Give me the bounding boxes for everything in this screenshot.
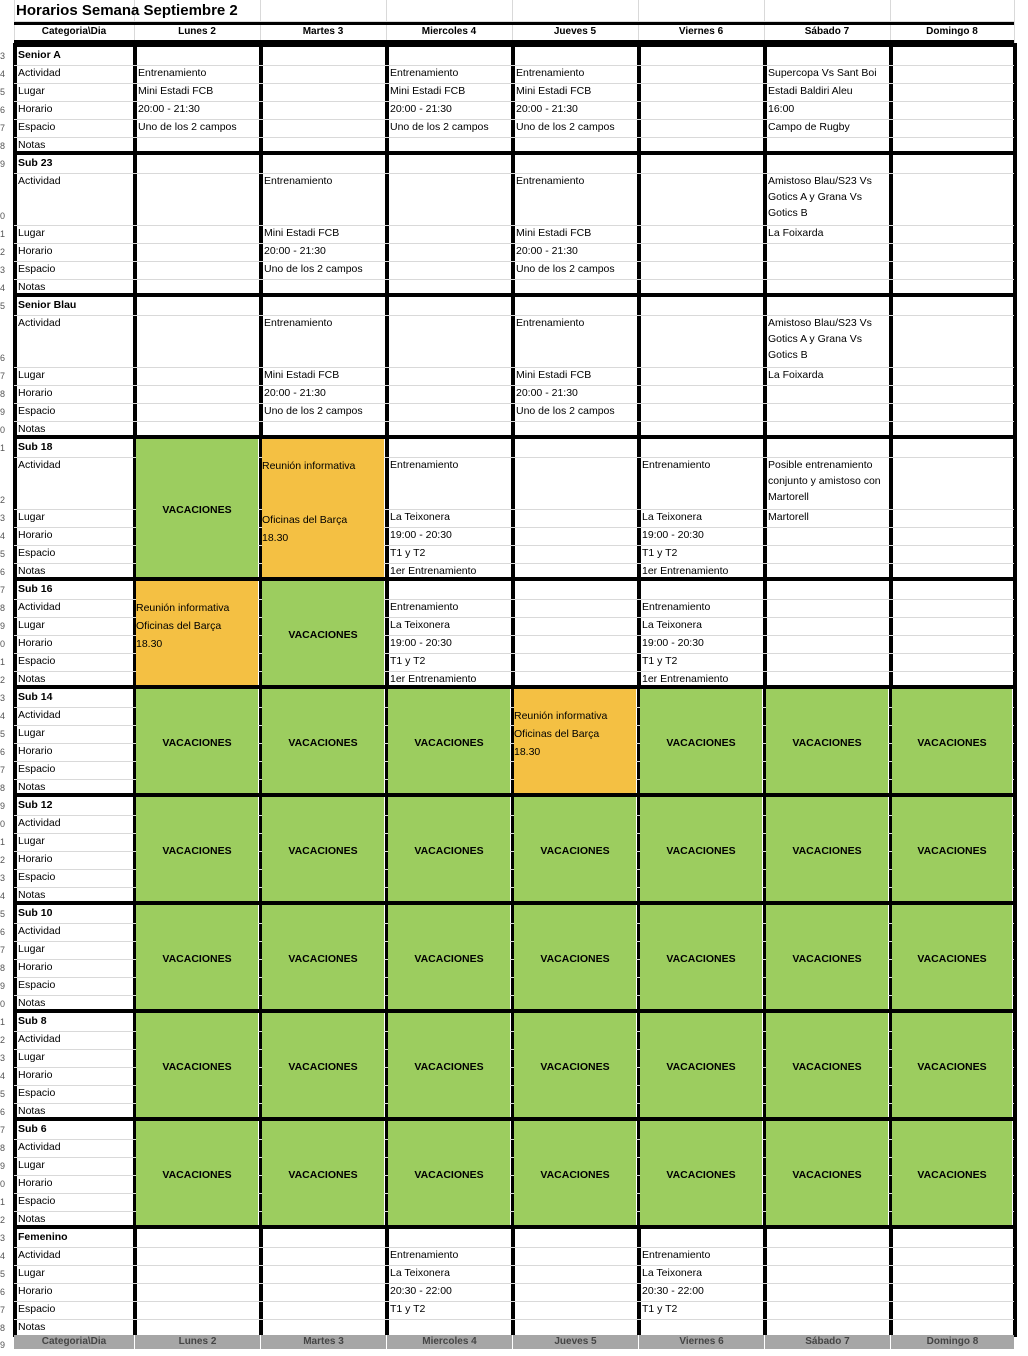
- meeting-line: 18.30: [136, 638, 163, 650]
- meeting-line: Reunión informativa: [262, 460, 356, 472]
- grid-row-line: [14, 137, 1014, 138]
- section-name: Senior A: [18, 49, 61, 61]
- field-label: Notas: [18, 889, 46, 901]
- schedule-cell-act[interactable]: Entrenamiento: [516, 175, 585, 187]
- row-number: 3: [0, 51, 6, 61]
- field-label: Espacio: [18, 1195, 56, 1207]
- schedule-cell-espacio[interactable]: Uno de los 2 campos: [516, 405, 615, 417]
- schedule-cell-horario[interactable]: 19:00 - 20:30: [642, 529, 704, 541]
- row-number: 1: [0, 837, 6, 847]
- header-day[interactable]: Sábado 7: [804, 26, 850, 37]
- header-day[interactable]: Miercoles 4: [421, 26, 477, 37]
- row-number: 3: [0, 513, 6, 523]
- field-label: Notas: [18, 781, 46, 793]
- vacation-block[interactable]: VACACIONES: [136, 1013, 258, 1121]
- field-label: Horario: [18, 1285, 53, 1297]
- schedule-cell-act[interactable]: Entrenamiento: [642, 1249, 711, 1261]
- field-label: Lugar: [18, 85, 45, 97]
- row-number: 8: [0, 389, 6, 399]
- field-label: Notas: [18, 997, 46, 1009]
- section-col-border: [1013, 685, 1017, 797]
- schedule-cell-horario[interactable]: 20:30 - 22:00: [642, 1285, 704, 1297]
- vacation-block[interactable]: VACACIONES: [640, 905, 762, 1013]
- schedule-cell-horario[interactable]: 20:00 - 21:30: [516, 387, 578, 399]
- row-number: 7: [0, 585, 6, 595]
- meeting-block[interactable]: [262, 439, 384, 581]
- row-number: 5: [0, 549, 6, 559]
- schedule-cell-lugar[interactable]: Mini Estadi FCB: [138, 85, 214, 97]
- vacation-block[interactable]: VACACIONES: [892, 689, 1012, 797]
- field-label: Horario: [18, 103, 53, 115]
- schedule-cell-horario[interactable]: 20:00 - 21:30: [264, 387, 326, 399]
- row-number: 6: [0, 747, 6, 757]
- schedule-cell-espacio[interactable]: T1 y T2: [642, 1303, 678, 1315]
- header-day[interactable]: Viernes 6: [678, 26, 724, 37]
- footer-day[interactable]: Jueves 5: [512, 1335, 638, 1349]
- section-name: Femenino: [18, 1231, 68, 1243]
- row-number: 4: [0, 283, 6, 293]
- row-number: 0: [0, 211, 6, 221]
- vacation-block[interactable]: VACACIONES: [892, 797, 1012, 905]
- schedule-cell-act[interactable]: Supercopa Vs Sant Boi: [768, 67, 877, 79]
- section-col-border: [511, 1225, 515, 1337]
- field-label: Lugar: [18, 227, 45, 239]
- footer-day[interactable]: Domingo 8: [890, 1335, 1014, 1349]
- row-number: 2: [0, 855, 6, 865]
- vacation-block[interactable]: VACACIONES: [514, 797, 636, 905]
- field-label: Horario: [18, 1177, 53, 1189]
- field-label: Horario: [18, 529, 53, 541]
- schedule-cell-act[interactable]: Entrenamiento: [642, 459, 711, 471]
- grid-row-line: [14, 1301, 1014, 1302]
- meeting-line: 18.30: [514, 746, 541, 758]
- field-label: Lugar: [18, 1267, 45, 1279]
- field-label: Lugar: [18, 511, 45, 523]
- section-name: Sub 10: [18, 907, 53, 919]
- vacation-block[interactable]: VACACIONES: [640, 689, 762, 797]
- field-label: Actividad: [18, 459, 61, 471]
- field-label: Lugar: [18, 369, 45, 381]
- schedule-cell-espacio[interactable]: Campo de Rugby: [768, 121, 850, 133]
- section-col-border: [1013, 901, 1017, 1013]
- grid-row-line: [14, 1265, 1014, 1266]
- section-col-border: [1013, 577, 1017, 689]
- vacation-block[interactable]: VACACIONES: [388, 905, 510, 1013]
- row-number: 1: [0, 443, 6, 453]
- section-name: Sub 16: [18, 583, 53, 595]
- row-number: 5: [0, 729, 6, 739]
- schedule-cell-espacio[interactable]: T1 y T2: [390, 655, 426, 667]
- schedule-cell-espacio[interactable]: Uno de los 2 campos: [264, 263, 363, 275]
- row-number: 2: [0, 495, 6, 505]
- row-number: 9: [0, 801, 6, 811]
- row-number: 8: [0, 783, 6, 793]
- field-label: Actividad: [18, 175, 61, 187]
- field-label: Notas: [18, 673, 46, 685]
- field-label: Espacio: [18, 263, 56, 275]
- field-label: Espacio: [18, 405, 56, 417]
- vacation-block[interactable]: VACACIONES: [766, 905, 888, 1013]
- row-number: 7: [0, 945, 6, 955]
- schedule-cell-lugar[interactable]: La Foixarda: [768, 369, 824, 381]
- section-col-border: [259, 43, 263, 155]
- footer-day[interactable]: Lunes 2: [134, 1335, 260, 1349]
- schedule-cell-notas[interactable]: 1er Entrenamiento: [390, 673, 477, 685]
- schedule-cell-espacio[interactable]: T1 y T2: [642, 547, 678, 559]
- schedule-cell-act[interactable]: Entrenamiento: [138, 67, 207, 79]
- schedule-cell-act[interactable]: Entrenamiento: [264, 317, 333, 329]
- footer-day[interactable]: Viernes 6: [638, 1335, 764, 1349]
- row-number: 5: [0, 1089, 6, 1099]
- schedule-cell-espacio[interactable]: Uno de los 2 campos: [264, 405, 363, 417]
- row-number: 6: [0, 353, 6, 363]
- section-name: Sub 12: [18, 799, 53, 811]
- row-number: 4: [0, 1251, 6, 1261]
- field-label: Horario: [18, 245, 53, 257]
- vacation-block[interactable]: VACACIONES: [892, 1121, 1012, 1229]
- row-number: 7: [0, 1305, 6, 1315]
- schedule-cell-lugar[interactable]: Mini Estadi FCB: [264, 369, 340, 381]
- schedule-cell-notas[interactable]: 1er Entrenamiento: [642, 673, 729, 685]
- schedule-cell-horario[interactable]: 20:00 - 21:30: [138, 103, 200, 115]
- section-col-border: [763, 1225, 767, 1337]
- vacation-block[interactable]: VACACIONES: [766, 689, 888, 797]
- row-number: 5: [0, 301, 6, 311]
- schedule-cell-act[interactable]: Entrenamiento: [390, 459, 459, 471]
- row-number: 6: [0, 1287, 6, 1297]
- row-number: 6: [0, 927, 6, 937]
- row-number: 6: [0, 1107, 6, 1117]
- schedule-cell-espacio[interactable]: Uno de los 2 campos: [516, 263, 615, 275]
- field-label: Horario: [18, 961, 53, 973]
- row-number: 2: [0, 1215, 6, 1225]
- schedule-cell-act[interactable]: Entrenamiento: [642, 601, 711, 613]
- row-number: 3: [0, 1053, 6, 1063]
- field-label: Lugar: [18, 1159, 45, 1171]
- meeting-line: [262, 475, 355, 493]
- meeting-block[interactable]: [514, 689, 636, 797]
- section-col-border: [1013, 1009, 1017, 1121]
- row-number: 7: [0, 1125, 6, 1135]
- row-number: 8: [0, 1323, 6, 1333]
- row-number: 9: [0, 621, 6, 631]
- schedule-cell-espacio[interactable]: Uno de los 2 campos: [390, 121, 489, 133]
- schedule-cell-espacio[interactable]: T1 y T2: [642, 655, 678, 667]
- field-label: Espacio: [18, 655, 56, 667]
- field-label: Espacio: [18, 979, 56, 991]
- field-label: Lugar: [18, 727, 45, 739]
- vacation-block[interactable]: VACACIONES: [640, 1121, 762, 1229]
- sheet-title: Horarios Semana Septiembre 2: [16, 2, 238, 19]
- field-label: Notas: [18, 281, 46, 293]
- grid-row-line: [14, 1319, 1014, 1320]
- section-col-border: [763, 577, 767, 689]
- row-number: 8: [0, 141, 6, 151]
- schedule-cell-act[interactable]: Amistoso Blau/S23 Vs Gotics A y Grana Vs Gotics B: [768, 317, 872, 361]
- schedule-cell-act[interactable]: Entrenamiento: [390, 67, 459, 79]
- section-col-border: [889, 577, 893, 689]
- row-number: 5: [0, 87, 6, 97]
- schedule-cell-espacio[interactable]: Uno de los 2 campos: [516, 121, 615, 133]
- field-label: Lugar: [18, 1051, 45, 1063]
- vacation-block[interactable]: VACACIONES: [262, 1013, 384, 1121]
- schedule-cell-act[interactable]: Entrenamiento: [516, 317, 585, 329]
- field-label: Notas: [18, 1105, 46, 1117]
- vacation-block[interactable]: VACACIONES: [388, 1013, 510, 1121]
- row-number: 6: [0, 105, 6, 115]
- field-label: Actividad: [18, 601, 61, 613]
- schedule-cell-horario[interactable]: 20:00 - 21:30: [516, 245, 578, 257]
- field-label: Actividad: [18, 925, 61, 937]
- schedule-cell-act[interactable]: Entrenamiento: [390, 601, 459, 613]
- meeting-line: 18.30: [262, 532, 289, 544]
- field-label: Espacio: [18, 1087, 56, 1099]
- schedule-cell-notas[interactable]: 1er Entrenamiento: [642, 565, 729, 577]
- field-label: Notas: [18, 1321, 46, 1333]
- field-label: Horario: [18, 853, 53, 865]
- vacation-block[interactable]: VACACIONES: [892, 905, 1012, 1013]
- field-label: Horario: [18, 745, 53, 757]
- row-number: 4: [0, 891, 6, 901]
- schedule-cell-act[interactable]: Entrenamiento: [264, 175, 333, 187]
- row-number: 5: [0, 909, 6, 919]
- vacation-block[interactable]: VACACIONES: [640, 1013, 762, 1121]
- field-label: Horario: [18, 637, 53, 649]
- schedule-cell-horario[interactable]: 19:00 - 20:30: [642, 637, 704, 649]
- grid-row-line: [14, 1283, 1014, 1284]
- section-col-border: [1013, 1117, 1017, 1229]
- field-label: Espacio: [18, 763, 56, 775]
- schedule-cell-act[interactable]: Posible entrenamiento conjunto y amistoso con Martorell: [768, 459, 881, 503]
- vacation-block[interactable]: VACACIONES: [262, 581, 384, 689]
- field-label: Lugar: [18, 943, 45, 955]
- section-col-border: [1013, 793, 1017, 905]
- row-number: 0: [0, 1179, 6, 1189]
- field-label: Notas: [18, 423, 46, 435]
- schedule-cell-lugar[interactable]: Martorell: [768, 511, 809, 523]
- field-label: Notas: [18, 139, 46, 151]
- row-number: 0: [0, 819, 6, 829]
- vacation-block[interactable]: VACACIONES: [136, 1121, 258, 1229]
- field-label: Actividad: [18, 67, 61, 79]
- header-day[interactable]: Martes 3: [302, 26, 344, 37]
- row-number: 1: [0, 1197, 6, 1207]
- header-day[interactable]: Jueves 5: [553, 26, 597, 37]
- section-col-border: [259, 1225, 263, 1337]
- grid-row-line: [14, 1247, 1014, 1248]
- row-number: 0: [0, 639, 6, 649]
- section-col-border: [637, 43, 641, 155]
- footer-corner: Categoria\Dia: [14, 1335, 134, 1349]
- footer-day[interactable]: Miercoles 4: [386, 1335, 512, 1349]
- vacation-block[interactable]: VACACIONES: [514, 905, 636, 1013]
- row-number: 9: [0, 1161, 6, 1171]
- vacation-block[interactable]: VACACIONES: [388, 1121, 510, 1229]
- schedule-cell-lugar[interactable]: Mini Estadi FCB: [390, 85, 466, 97]
- vacation-block[interactable]: VACACIONES: [262, 905, 384, 1013]
- vacation-block[interactable]: VACACIONES: [892, 1013, 1012, 1121]
- field-label: Actividad: [18, 1141, 61, 1153]
- vacation-block[interactable]: VACACIONES: [136, 905, 258, 1013]
- field-label: Lugar: [18, 835, 45, 847]
- field-label: Actividad: [18, 1249, 61, 1261]
- section-col-border: [889, 43, 893, 155]
- section-col-border: [1013, 43, 1017, 155]
- vacation-block[interactable]: VACACIONES: [388, 797, 510, 905]
- row-number: 4: [0, 69, 6, 79]
- field-label: Actividad: [18, 1033, 61, 1045]
- meeting-line: Oficinas del Barça: [514, 728, 600, 740]
- schedule-cell-horario[interactable]: 20:00 - 21:30: [390, 103, 452, 115]
- schedule-cell-lugar[interactable]: Estadi Baldiri Aleu: [768, 85, 853, 97]
- schedule-cell-espacio[interactable]: T1 y T2: [390, 547, 426, 559]
- field-label: Espacio: [18, 1303, 56, 1315]
- section-col-border: [1013, 1225, 1017, 1337]
- vacation-block[interactable]: VACACIONES: [640, 797, 762, 905]
- schedule-cell-act[interactable]: Amistoso Blau/S23 Vs Gotics A y Grana Vs Gotics B: [768, 175, 872, 219]
- schedule-cell-notas[interactable]: 1er Entrenamiento: [390, 565, 477, 577]
- field-label: Lugar: [18, 619, 45, 631]
- field-label: Notas: [18, 565, 46, 577]
- section-col-border: [889, 1225, 893, 1337]
- field-label: Actividad: [18, 317, 61, 329]
- schedule-cell-lugar[interactable]: Mini Estadi FCB: [516, 369, 592, 381]
- field-label: Espacio: [18, 871, 56, 883]
- schedule-cell-horario[interactable]: 19:00 - 20:30: [390, 637, 452, 649]
- row-number: 7: [0, 123, 6, 133]
- vacation-block[interactable]: VACACIONES: [136, 689, 258, 797]
- schedule-cell-lugar[interactable]: La Teixonera: [642, 1267, 702, 1279]
- section-name: Sub 18: [18, 441, 53, 453]
- schedule-cell-espacio[interactable]: T1 y T2: [390, 1303, 426, 1315]
- section-name: Sub 23: [18, 157, 53, 169]
- header-day[interactable]: Lunes 2: [178, 26, 216, 37]
- row-number: 3: [0, 693, 6, 703]
- vacation-block[interactable]: VACACIONES: [262, 689, 384, 797]
- field-label: Espacio: [18, 121, 56, 133]
- schedule-cell-espacio[interactable]: Uno de los 2 campos: [138, 121, 237, 133]
- row-number: 4: [0, 711, 6, 721]
- row-number: 0: [0, 425, 6, 435]
- row-number: 6: [0, 567, 6, 577]
- meeting-line: Reunión informativa: [136, 602, 230, 614]
- row-number: 9: [0, 407, 6, 417]
- row-number: 8: [0, 963, 6, 973]
- schedule-cell-lugar[interactable]: La Teixonera: [390, 1267, 450, 1279]
- vacation-block[interactable]: VACACIONES: [766, 797, 888, 905]
- row-number: 2: [0, 247, 6, 257]
- meeting-line: Reunión informativa: [514, 710, 608, 722]
- meeting-line: Oficinas del Barça: [262, 514, 348, 526]
- row-number: 4: [0, 531, 6, 541]
- schedule-cell-horario[interactable]: 16:00: [768, 103, 795, 115]
- section-name: Sub 14: [18, 691, 53, 703]
- header-corner: Categoria\Dia: [41, 26, 107, 37]
- row-number: 1: [0, 229, 6, 239]
- row-number: 8: [0, 603, 6, 613]
- vacation-block[interactable]: VACACIONES: [262, 797, 384, 905]
- vacation-block[interactable]: VACACIONES: [514, 1013, 636, 1121]
- schedule-cell-lugar[interactable]: La Teixonera: [390, 511, 450, 523]
- vacation-block[interactable]: VACACIONES: [766, 1121, 888, 1229]
- schedule-cell-act[interactable]: Entrenamiento: [516, 67, 585, 79]
- header-day[interactable]: Domingo 8: [926, 26, 978, 37]
- row-number: 8: [0, 1143, 6, 1153]
- schedule-cell-horario[interactable]: 20:00 - 21:30: [516, 103, 578, 115]
- row-number: 1: [0, 657, 6, 667]
- vacation-block[interactable]: VACACIONES: [136, 797, 258, 905]
- row-number: 7: [0, 371, 6, 381]
- schedule-cell-horario[interactable]: 20:00 - 21:30: [264, 245, 326, 257]
- vacation-block[interactable]: VACACIONES: [136, 439, 258, 581]
- section-name: Sub 6: [18, 1123, 47, 1135]
- schedule-cell-lugar[interactable]: La Teixonera: [642, 619, 702, 631]
- meeting-line: [262, 493, 355, 511]
- field-label: Actividad: [18, 709, 61, 721]
- vacation-block[interactable]: VACACIONES: [388, 689, 510, 797]
- vacation-block[interactable]: VACACIONES: [766, 1013, 888, 1121]
- schedule-cell-lugar[interactable]: La Teixonera: [390, 619, 450, 631]
- row-number: 3: [0, 1233, 6, 1243]
- footer-day[interactable]: Martes 3: [260, 1335, 386, 1349]
- schedule-cell-lugar[interactable]: La Teixonera: [642, 511, 702, 523]
- grid-row-line: [14, 279, 1014, 280]
- section-name: Senior Blau: [18, 299, 77, 311]
- row-number: 3: [0, 265, 6, 275]
- row-number: 5: [0, 1269, 6, 1279]
- field-label: Horario: [18, 387, 53, 399]
- row-number: 3: [0, 873, 6, 883]
- field-label: Espacio: [18, 547, 56, 559]
- row-number: 9: [0, 1340, 6, 1350]
- schedule-cell-lugar[interactable]: Mini Estadi FCB: [516, 227, 592, 239]
- section-col-border: [511, 577, 515, 689]
- row-number: 9: [0, 159, 6, 169]
- row-number: 2: [0, 1035, 6, 1045]
- row-number: 1: [0, 1017, 6, 1027]
- schedule-cell-lugar[interactable]: La Foixarda: [768, 227, 824, 239]
- field-label: Actividad: [18, 817, 61, 829]
- vacation-block[interactable]: VACACIONES: [514, 1121, 636, 1229]
- row-number: 9: [0, 981, 6, 991]
- schedule-cell-horario[interactable]: 19:00 - 20:30: [390, 529, 452, 541]
- footer-day[interactable]: Sábado 7: [764, 1335, 890, 1349]
- vacation-block[interactable]: VACACIONES: [262, 1121, 384, 1229]
- row-number: 0: [0, 999, 6, 1009]
- row-number: 7: [0, 765, 6, 775]
- grid-row-line: [14, 421, 1014, 422]
- schedule-cell-act[interactable]: Entrenamiento: [390, 1249, 459, 1261]
- row-number: 4: [0, 1071, 6, 1081]
- meeting-line: Oficinas del Barça: [136, 620, 222, 632]
- field-label: Horario: [18, 1069, 53, 1081]
- field-label: Notas: [18, 1213, 46, 1225]
- section-name: Sub 8: [18, 1015, 47, 1027]
- meeting-block[interactable]: [136, 581, 258, 689]
- schedule-cell-lugar[interactable]: Mini Estadi FCB: [516, 85, 592, 97]
- schedule-cell-lugar[interactable]: Mini Estadi FCB: [264, 227, 340, 239]
- row-number: 2: [0, 675, 6, 685]
- schedule-cell-horario[interactable]: 20:30 - 22:00: [390, 1285, 452, 1297]
